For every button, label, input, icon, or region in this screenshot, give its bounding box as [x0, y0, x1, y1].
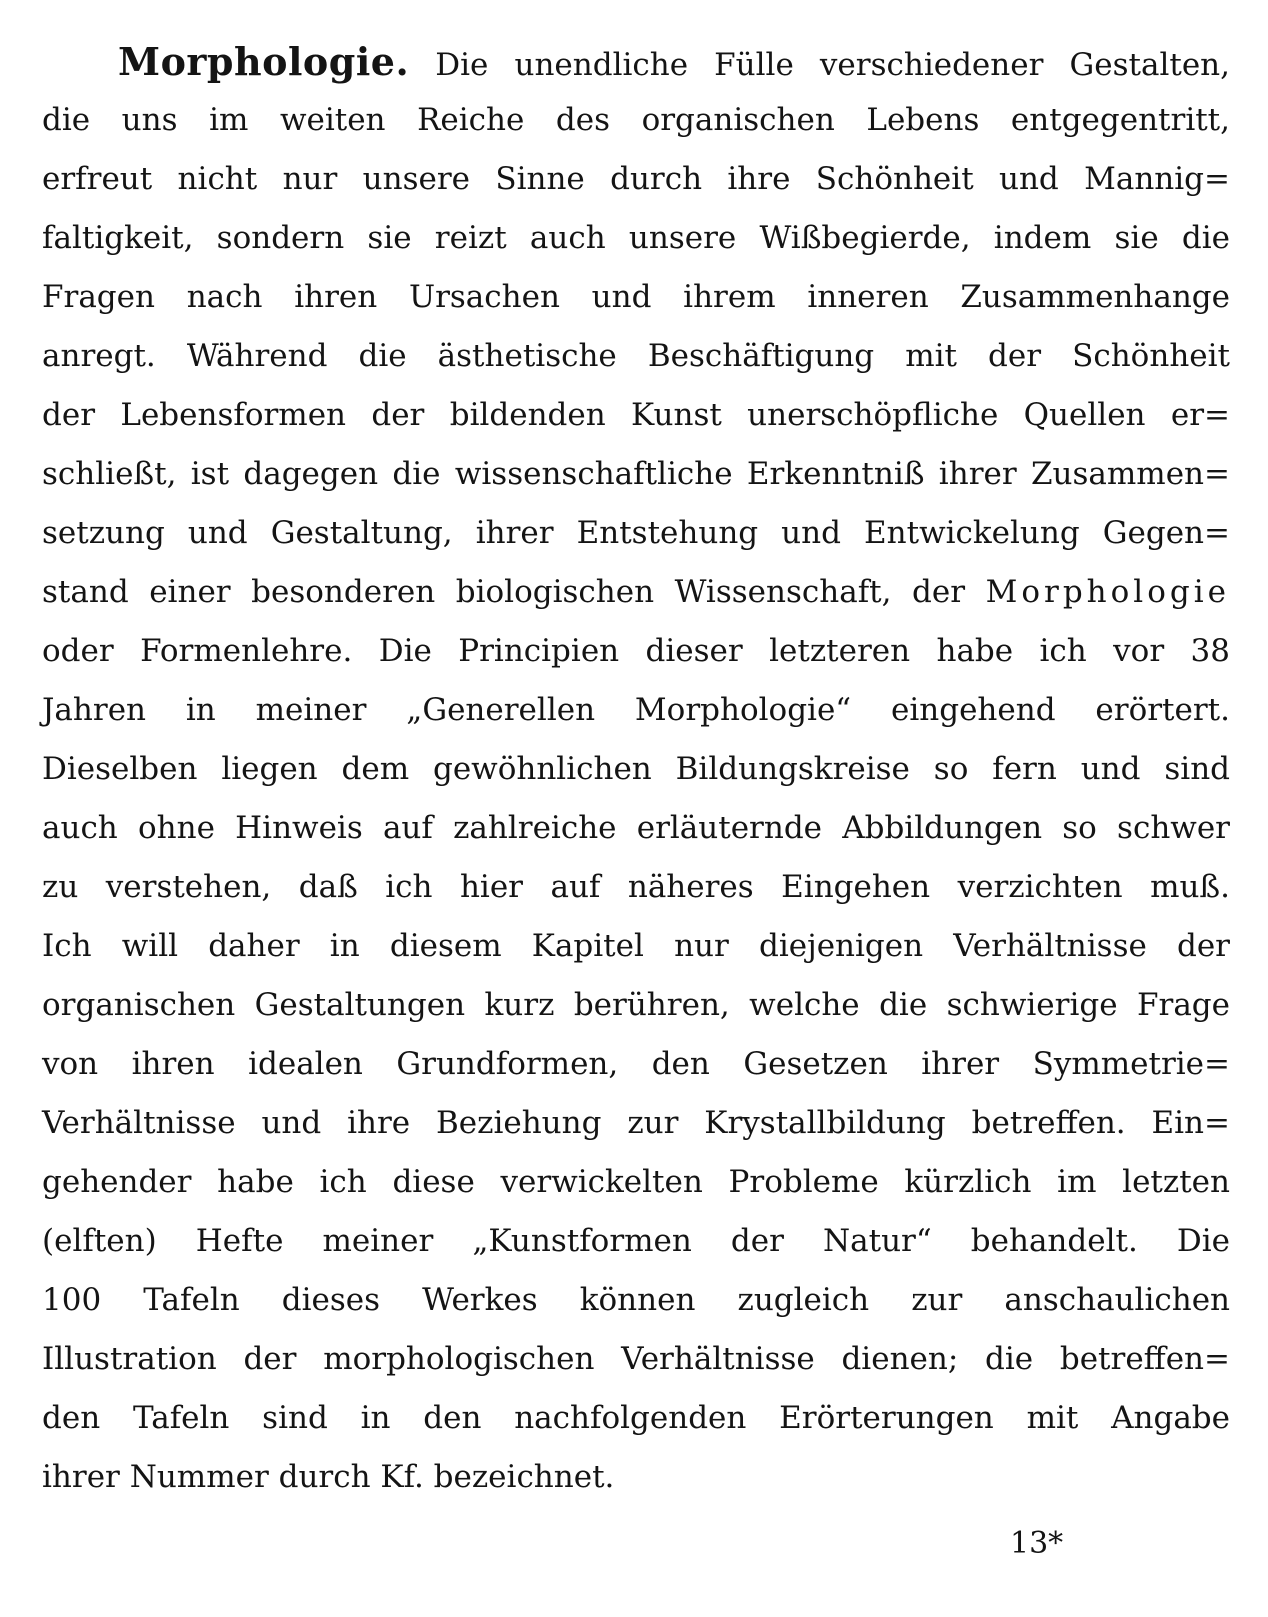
section-heading: Morphologie. [118, 39, 410, 84]
text-line-10 [42, 563, 1230, 622]
text-line-1 [42, 32, 1230, 91]
text-line-19: Verhältnisse und ihre Beziehung zur Krystallbildung betreffen. Ein= [42, 1105, 1230, 1141]
text-line-22: 100 Tafeln dieses Werkes können zugleich zur anschaulichen [42, 1282, 1230, 1318]
text-line-10-start: stand einer besonderen biologischen Wissenschaft, der [42, 574, 966, 610]
text-line-17: organischen Gestaltungen kurz berühren, welche die schwierige Frage [42, 987, 1230, 1023]
text-line-8: schließt, ist dagegen die wissenschaftliche Erkenntniß ihrer Zusammen= [42, 456, 1230, 492]
text-line-21: (elften) Hefte meiner „Kunstformen der Natur“ behandelt. Die [42, 1223, 1230, 1259]
text-line-12: Jahren in meiner „Generellen Morphologie“ eingehend erörtert. [42, 692, 1230, 728]
text-line-7: der Lebensformen der bildenden Kunst unerschöpfliche Quellen er= [42, 397, 1230, 433]
text-line-2: die uns im weiten Reiche des organischen Lebens entgegentritt, [42, 102, 1230, 138]
page-number: 13* [1010, 1526, 1064, 1561]
text-line-3: erfreut nicht nur unsere Sinne durch ihre Schönheit und Mannig= [42, 161, 1230, 197]
text-line-4: faltigkeit, sondern sie reizt auch unsere Wißbegierde, indem sie die [42, 220, 1230, 256]
text-line-1-rest: Die unendliche Fülle verschiedener Gestalten, [435, 47, 1231, 83]
text-line-16: Ich will daher in diesem Kapitel nur diejenigen Verhältnisse der [42, 928, 1230, 964]
text-line-6: anregt. Während die ästhetische Beschäftigung mit der Schönheit [42, 338, 1230, 374]
text-line-20: gehender habe ich diese verwickelten Probleme kürzlich im letzten [42, 1164, 1230, 1200]
text-line-24: den Tafeln sind in den nachfolgenden Erörterungen mit Angabe [42, 1400, 1230, 1436]
text-line-5: Fragen nach ihren Ursachen und ihrem inneren Zusammenhange [42, 279, 1230, 315]
text-line-11: oder Formenlehre. Die Principien dieser letzteren habe ich vor 38 [42, 633, 1230, 669]
text-line-13: Dieselben liegen dem gewöhnlichen Bildungskreise so fern und sind [42, 751, 1230, 787]
text-line-23: Illustration der morphologischen Verhältnisse dienen; die betreffen= [42, 1341, 1230, 1377]
emphasized-term: Morphologie [985, 574, 1230, 610]
text-line-9: setzung und Gestaltung, ihrer Entstehung und Entwickelung Gegen= [42, 515, 1230, 551]
text-line-15: zu verstehen, daß ich hier auf näheres Eingehen verzichten muß. [42, 869, 1230, 905]
text-line-25: ihrer Nummer durch Kf. bezeichnet. [42, 1459, 615, 1495]
text-line-14: auch ohne Hinweis auf zahlreiche erläuternde Abbildungen so schwer [42, 810, 1230, 846]
body-text [42, 32, 1230, 1507]
text-line-18: von ihren idealen Grundformen, den Gesetzen ihrer Symmetrie= [42, 1046, 1230, 1082]
